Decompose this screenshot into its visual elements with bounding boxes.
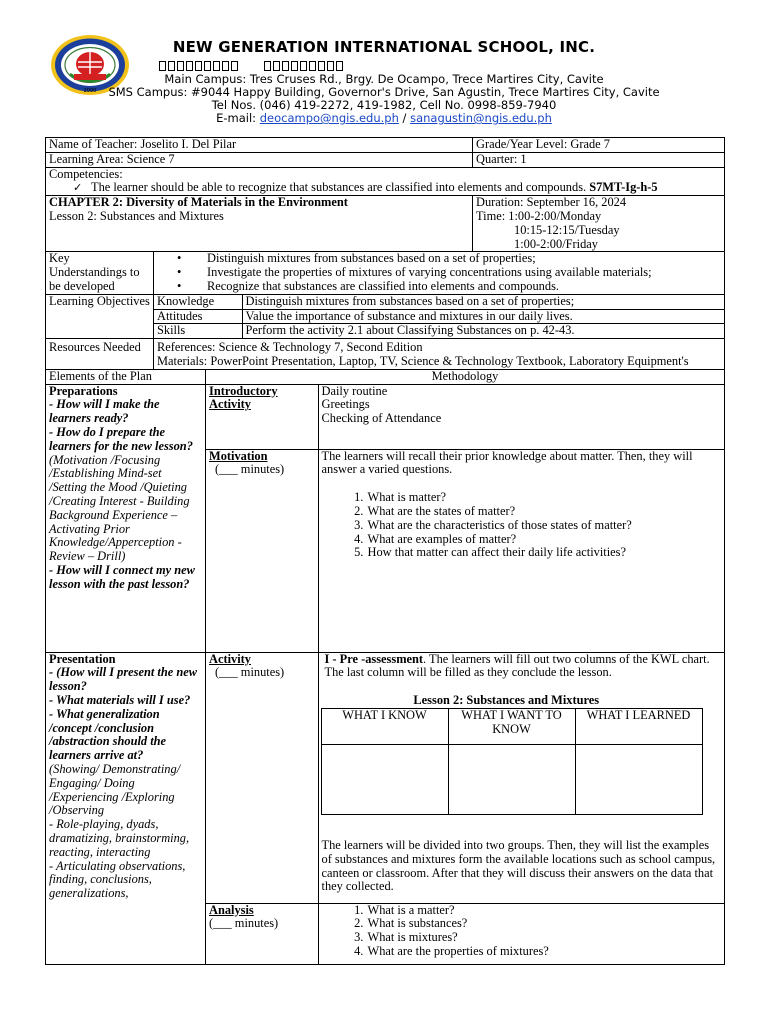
- lesson-title: Lesson 2: Substances and Mixtures: [49, 208, 224, 223]
- objectives-label: Learning Objectives: [46, 294, 154, 338]
- quarter: Quarter: 1: [473, 152, 725, 167]
- kwl-cell-learned[interactable]: [575, 744, 702, 814]
- grade-level: Grade/Year Level: Grade 7: [473, 138, 725, 153]
- elements-header: Elements of the Plan: [46, 369, 206, 384]
- key-understanding-item: • Recognize that substances are classified into elements and compounds.: [197, 280, 721, 294]
- sms-campus-address: SMS Campus: #9044 Happy Building, Governor's Drive, San Agustin, Trece Martires City, Cavite: [108, 85, 660, 99]
- intro-item: Checking of Attendance: [321, 411, 442, 426]
- motivation-cell: [206, 449, 725, 652]
- motivation-question: 5. How that matter can affect their daily life activities?: [367, 546, 722, 560]
- key-understandings-label: Key Understandings to be developed: [46, 252, 154, 294]
- preparations-notes: (Motivation /Focusing /Establishing Mind-set /Setting the Mood /Quieting /Creating Interest - Building Background Experience – Activating Prior Knowledge/Apperception - Review – Drill): [49, 452, 190, 564]
- references: References: Science & Technology 7, Second Edition: [157, 340, 423, 355]
- activity-content: [318, 653, 724, 903]
- presentation-question: - (How will I present the new lesson?: [49, 665, 198, 694]
- skills-objective: Perform the activity 2.1 about Classifying Substances on p. 42-43.: [242, 324, 724, 338]
- kwl-header-know: WHAT I KNOW: [321, 708, 448, 744]
- telephone-numbers: Tel Nos. (046) 419-2272, 419-1982, Cell No. 0998-859-7940: [211, 98, 557, 112]
- presentation-cell: [46, 652, 206, 964]
- pre-assessment: I - Pre -assessment. The learners will fill out two columns of the KWL chart. The last column will be filled as they conclude the lesson.: [324, 651, 710, 680]
- activity-minutes: (___ minutes): [215, 665, 285, 680]
- analysis-content: [318, 904, 724, 964]
- kwl-header-want: WHAT I WANT TO KNOW: [448, 708, 575, 744]
- chapter-cell: [46, 196, 473, 252]
- email-link-deocampo[interactable]: deocampo@ngis.edu.ph: [259, 111, 399, 125]
- methodology-header: Methodology: [206, 369, 725, 384]
- learning-area: Learning Area: Science 7: [46, 152, 473, 167]
- activity-label-cell: [206, 653, 318, 903]
- key-understanding-item: • Distinguish mixtures from substances based on a set of properties;: [197, 252, 721, 266]
- motivation-question: 4. What are examples of matter?: [367, 533, 722, 547]
- motivation-question: 1. What is matter?: [367, 491, 722, 505]
- intro-activity-items: [318, 385, 724, 449]
- time-tuesday: 10:15-12:15/Tuesday: [514, 222, 620, 237]
- attitudes-objective: Value the importance of substance and mixtures in our daily lives.: [242, 309, 724, 324]
- intro-item: Greetings: [321, 397, 370, 412]
- analysis-label-cell: [206, 904, 318, 964]
- intro-item: Daily routine: [321, 383, 388, 398]
- duration: Duration: September 16, 2024: [476, 195, 627, 210]
- analysis-cell: [206, 903, 725, 964]
- motivation-label-cell: [206, 450, 318, 652]
- key-understanding-item: • Investigate the properties of mixtures of varying concentrations using available materials;: [197, 266, 721, 280]
- preparations-title: Preparations: [49, 383, 118, 398]
- kwl-cell-want[interactable]: [448, 744, 575, 814]
- motivation-question: 2. What are the states of matter?: [367, 505, 722, 519]
- preparations-cell: [46, 384, 206, 652]
- presentation-notes: - Articulating observations, finding, conclusions, generalizations,: [49, 858, 186, 901]
- resources-label: Resources Needed: [46, 339, 154, 370]
- intro-activity-label: Introductory Activity: [206, 385, 318, 449]
- attitudes-label: Attitudes: [154, 309, 242, 324]
- key-understandings: [154, 252, 725, 294]
- time-friday: 1:00-2:00/Friday: [514, 236, 598, 251]
- lesson-plan-table: [45, 137, 725, 965]
- chapter-title: CHAPTER 2: Diversity of Materials in the Environment: [49, 195, 348, 210]
- main-campus-address: Main Campus: Tres Cruses Rd., Brgy. De Ocampo, Trece Martires City, Cavite: [164, 72, 604, 86]
- activity-cell: [206, 652, 725, 903]
- knowledge-objective: Distinguish mixtures from substances based on a set of properties;: [242, 295, 724, 309]
- group-activity-text: The learners will be divided into two groups. Then, they will list the examples of substances and mixtures form the available locations such as school campus, canteen or classroom. After that they will discuss their answers on the data that they collected.: [321, 837, 716, 894]
- svg-text:2000: 2000: [83, 88, 97, 94]
- motivation-content: [318, 450, 724, 652]
- skills-label: Skills: [154, 324, 242, 338]
- email-line: E-mail: deocampo@ngis.edu.ph / sanagustin@ngis.edu.ph: [216, 111, 552, 125]
- activity-label: Activity: [209, 651, 251, 666]
- resources: [154, 339, 725, 370]
- objectives: [154, 294, 725, 338]
- presentation-title: Presentation: [49, 651, 116, 666]
- analysis-question: 2. What is substances?: [367, 917, 722, 931]
- school-header: [0, 0, 768, 130]
- presentation-question: - What materials will I use?: [49, 692, 191, 707]
- school-name: NEW GENERATION INTERNATIONAL SCHOOL, INC.: [172, 38, 596, 56]
- presentation-question: - What generalization /concept /conclusion /abstraction should the learners arrive at?: [49, 706, 167, 763]
- teacher-name: Name of Teacher: Joselito I. Del Pilar: [46, 138, 473, 153]
- preparations-question: - How will I connect my new lesson with the past lesson?: [49, 562, 195, 591]
- schedule-cell: [473, 196, 725, 252]
- motivation-intro: The learners will recall their prior knowledge about matter. Then, they will answer a varied questions.: [321, 448, 693, 477]
- analysis-question: 4. What are the properties of mixtures?: [367, 945, 722, 959]
- knowledge-label: Knowledge: [154, 295, 242, 309]
- email-link-sanagustin[interactable]: sanagustin@ngis.edu.ph: [410, 111, 552, 125]
- analysis-question: 3. What is mixtures?: [367, 931, 722, 945]
- preparations-question: - How will I make the learners ready?: [49, 397, 160, 426]
- preparations-question: - How do I prepare the learners for the new lesson?: [49, 424, 193, 453]
- analysis-minutes: (___ minutes): [209, 916, 279, 931]
- kwl-chart: [321, 708, 703, 815]
- time-monday: Time: 1:00-2:00/Monday: [476, 208, 602, 223]
- motivation-label: Motivation: [209, 448, 268, 463]
- motivation-question: 3. What are the characteristics of those states of matter?: [367, 519, 722, 533]
- kwl-cell-know[interactable]: [321, 744, 448, 814]
- competencies-label: Competencies:: [49, 166, 123, 181]
- intro-activity-cell: [206, 384, 725, 449]
- analysis-question: 1. What is a matter?: [367, 904, 722, 918]
- kwl-header-learned: WHAT I LEARNED: [575, 708, 702, 744]
- analysis-label: Analysis: [209, 902, 254, 917]
- materials: Materials: PowerPoint Presentation, Laptop, TV, Science & Technology Textbook, Laboratory Equipment's: [157, 353, 689, 368]
- kwl-title: Lesson 2: Substances and Mixtures: [413, 693, 600, 708]
- presentation-notes: - Role-playing, dyads, dramatizing, brainstorming, reacting, interacting: [49, 817, 190, 859]
- motivation-minutes: (___ minutes): [215, 462, 285, 477]
- competencies: [46, 167, 725, 196]
- competency-item: ✓ The learner should be able to recognize that substances are classified into elements and compounds. S7MT-Ig-h-5: [71, 181, 721, 195]
- presentation-notes: (Showing/ Demonstrating/ Engaging/ Doing /Experiencing /Exploring /Observing: [49, 761, 181, 818]
